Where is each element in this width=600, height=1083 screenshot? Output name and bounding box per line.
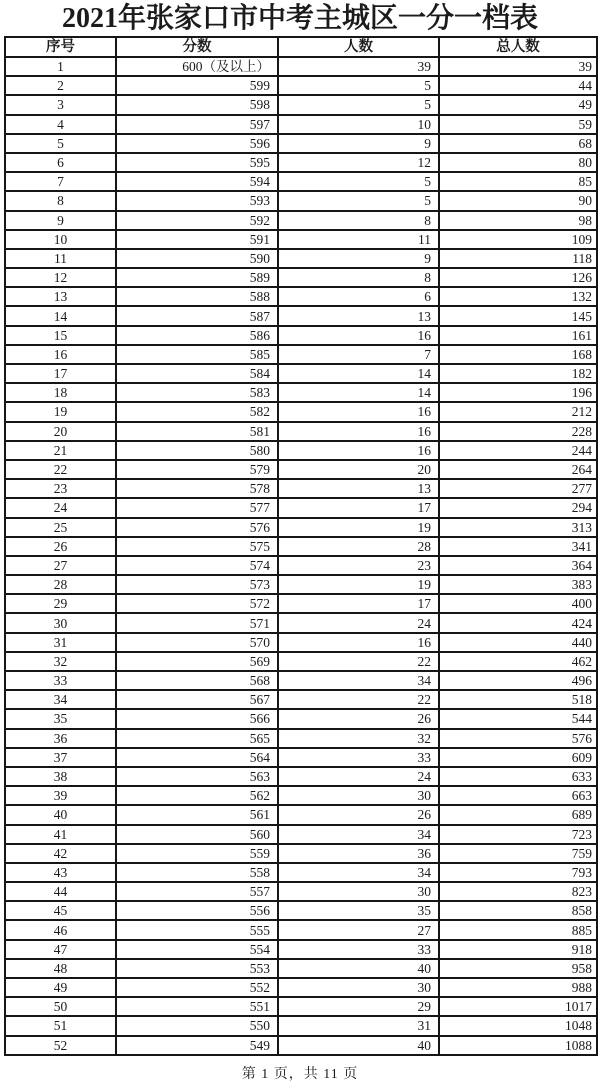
table-row <box>5 402 597 421</box>
cumulative-total-cell: 1048 <box>439 1016 597 1035</box>
cumulative-total-cell: 44 <box>439 76 597 95</box>
score-cell: 595 <box>116 153 278 172</box>
cumulative-total-cell: 168 <box>439 345 597 364</box>
score-cell: 591 <box>116 230 278 249</box>
cumulative-total-cell: 80 <box>439 153 597 172</box>
cumulative-total-cell: 145 <box>439 306 597 325</box>
serial-number-cell: 41 <box>5 825 116 844</box>
cumulative-total-cell: 244 <box>439 441 597 460</box>
count-cell: 35 <box>278 901 439 920</box>
score-cell: 590 <box>116 249 278 268</box>
serial-number-cell: 23 <box>5 479 116 498</box>
serial-number-cell: 7 <box>5 172 116 191</box>
score-cell: 569 <box>116 652 278 671</box>
count-cell: 14 <box>278 364 439 383</box>
count-cell: 24 <box>278 613 439 632</box>
score-cell: 596 <box>116 134 278 153</box>
count-cell: 16 <box>278 326 439 345</box>
cumulative-total-cell: 49 <box>439 95 597 114</box>
table-row <box>5 230 597 249</box>
serial-number-cell: 39 <box>5 786 116 805</box>
count-cell: 5 <box>278 172 439 191</box>
table-row <box>5 978 597 997</box>
count-cell: 7 <box>278 345 439 364</box>
count-cell: 34 <box>278 825 439 844</box>
score-cell: 599 <box>116 76 278 95</box>
table-row <box>5 920 597 939</box>
serial-number-cell: 6 <box>5 153 116 172</box>
count-cell: 31 <box>278 1016 439 1035</box>
score-cell: 579 <box>116 460 278 479</box>
cumulative-total-cell: 364 <box>439 556 597 575</box>
serial-number-cell: 2 <box>5 76 116 95</box>
serial-number-cell: 18 <box>5 383 116 402</box>
cumulative-total-cell: 400 <box>439 594 597 613</box>
count-cell: 23 <box>278 556 439 575</box>
table-row <box>5 95 597 114</box>
serial-number-cell: 33 <box>5 671 116 690</box>
score-cell: 587 <box>116 306 278 325</box>
header-cumulative-total: 总人数 <box>439 37 597 57</box>
score-cell: 573 <box>116 575 278 594</box>
score-distribution-table <box>4 36 598 1056</box>
table-row <box>5 594 597 613</box>
count-cell: 6 <box>278 287 439 306</box>
count-cell: 13 <box>278 479 439 498</box>
table-row <box>5 863 597 882</box>
score-cell: 582 <box>116 402 278 421</box>
cumulative-total-cell: 462 <box>439 652 597 671</box>
score-cell: 549 <box>116 1036 278 1055</box>
table-row <box>5 1016 597 1035</box>
score-cell: 565 <box>116 729 278 748</box>
table-row <box>5 383 597 402</box>
cumulative-total-cell: 1088 <box>439 1036 597 1055</box>
count-cell: 34 <box>278 863 439 882</box>
count-cell: 26 <box>278 805 439 824</box>
score-cell: 572 <box>116 594 278 613</box>
count-cell: 16 <box>278 422 439 441</box>
count-cell: 34 <box>278 671 439 690</box>
cumulative-total-cell: 689 <box>439 805 597 824</box>
table-row <box>5 959 597 978</box>
cumulative-total-cell: 759 <box>439 844 597 863</box>
score-cell: 551 <box>116 997 278 1016</box>
count-cell: 22 <box>278 652 439 671</box>
table-row <box>5 326 597 345</box>
serial-number-cell: 50 <box>5 997 116 1016</box>
count-cell: 9 <box>278 249 439 268</box>
table-row <box>5 268 597 287</box>
count-cell: 12 <box>278 153 439 172</box>
cumulative-total-cell: 885 <box>439 920 597 939</box>
serial-number-cell: 40 <box>5 805 116 824</box>
count-cell: 16 <box>278 441 439 460</box>
cumulative-total-cell: 118 <box>439 249 597 268</box>
count-cell: 36 <box>278 844 439 863</box>
score-cell: 556 <box>116 901 278 920</box>
table-row <box>5 940 597 959</box>
table-body <box>5 57 597 1055</box>
serial-number-cell: 34 <box>5 690 116 709</box>
cumulative-total-cell: 39 <box>439 57 597 76</box>
score-cell: 553 <box>116 959 278 978</box>
count-cell: 14 <box>278 383 439 402</box>
count-cell: 26 <box>278 709 439 728</box>
table-row <box>5 460 597 479</box>
serial-number-cell: 9 <box>5 211 116 230</box>
count-cell: 10 <box>278 115 439 134</box>
serial-number-cell: 32 <box>5 652 116 671</box>
score-cell: 550 <box>116 1016 278 1035</box>
count-cell: 17 <box>278 498 439 517</box>
serial-number-cell: 49 <box>5 978 116 997</box>
serial-number-cell: 51 <box>5 1016 116 1035</box>
serial-number-cell: 46 <box>5 920 116 939</box>
table-row <box>5 997 597 1016</box>
cumulative-total-cell: 98 <box>439 211 597 230</box>
table-row <box>5 57 597 76</box>
score-cell: 585 <box>116 345 278 364</box>
count-cell: 16 <box>278 402 439 421</box>
table-row <box>5 901 597 920</box>
score-cell: 574 <box>116 556 278 575</box>
count-cell: 5 <box>278 191 439 210</box>
table-row <box>5 76 597 95</box>
score-cell: 598 <box>116 95 278 114</box>
cumulative-total-cell: 109 <box>439 230 597 249</box>
table-row <box>5 844 597 863</box>
count-cell: 9 <box>278 134 439 153</box>
score-cell: 586 <box>116 326 278 345</box>
cumulative-total-cell: 793 <box>439 863 597 882</box>
score-cell: 597 <box>116 115 278 134</box>
score-cell: 584 <box>116 364 278 383</box>
serial-number-cell: 42 <box>5 844 116 863</box>
score-cell: 581 <box>116 422 278 441</box>
score-cell: 577 <box>116 498 278 517</box>
table-row <box>5 1036 597 1055</box>
score-cell: 589 <box>116 268 278 287</box>
count-cell: 30 <box>278 882 439 901</box>
count-cell: 8 <box>278 211 439 230</box>
serial-number-cell: 24 <box>5 498 116 517</box>
serial-number-cell: 25 <box>5 518 116 537</box>
score-cell: 554 <box>116 940 278 959</box>
score-cell: 564 <box>116 748 278 767</box>
table-row <box>5 613 597 632</box>
count-cell: 16 <box>278 633 439 652</box>
serial-number-cell: 8 <box>5 191 116 210</box>
cumulative-total-cell: 196 <box>439 383 597 402</box>
score-cell: 567 <box>116 690 278 709</box>
count-cell: 19 <box>278 518 439 537</box>
table-row <box>5 249 597 268</box>
table-row <box>5 498 597 517</box>
serial-number-cell: 16 <box>5 345 116 364</box>
serial-number-cell: 31 <box>5 633 116 652</box>
table-row <box>5 690 597 709</box>
score-cell: 583 <box>116 383 278 402</box>
table-row <box>5 211 597 230</box>
header-row <box>5 37 597 57</box>
table-row <box>5 652 597 671</box>
table-row <box>5 479 597 498</box>
count-cell: 24 <box>278 767 439 786</box>
count-cell: 33 <box>278 940 439 959</box>
cumulative-total-cell: 918 <box>439 940 597 959</box>
score-cell: 562 <box>116 786 278 805</box>
serial-number-cell: 10 <box>5 230 116 249</box>
table-row <box>5 134 597 153</box>
cumulative-total-cell: 1017 <box>439 997 597 1016</box>
cumulative-total-cell: 264 <box>439 460 597 479</box>
serial-number-cell: 36 <box>5 729 116 748</box>
cumulative-total-cell: 294 <box>439 498 597 517</box>
cumulative-total-cell: 228 <box>439 422 597 441</box>
score-cell: 552 <box>116 978 278 997</box>
cumulative-total-cell: 85 <box>439 172 597 191</box>
cumulative-total-cell: 161 <box>439 326 597 345</box>
table-row <box>5 671 597 690</box>
score-cell: 555 <box>116 920 278 939</box>
serial-number-cell: 44 <box>5 882 116 901</box>
score-cell: 563 <box>116 767 278 786</box>
cumulative-total-cell: 958 <box>439 959 597 978</box>
table-row <box>5 422 597 441</box>
count-cell: 19 <box>278 575 439 594</box>
score-cell: 594 <box>116 172 278 191</box>
table-row <box>5 115 597 134</box>
cumulative-total-cell: 277 <box>439 479 597 498</box>
count-cell: 13 <box>278 306 439 325</box>
serial-number-cell: 28 <box>5 575 116 594</box>
cumulative-total-cell: 182 <box>439 364 597 383</box>
cumulative-total-cell: 212 <box>439 402 597 421</box>
count-cell: 22 <box>278 690 439 709</box>
score-cell: 571 <box>116 613 278 632</box>
cumulative-total-cell: 988 <box>439 978 597 997</box>
count-cell: 40 <box>278 959 439 978</box>
count-cell: 30 <box>278 978 439 997</box>
cumulative-total-cell: 633 <box>439 767 597 786</box>
cumulative-total-cell: 518 <box>439 690 597 709</box>
cumulative-total-cell: 440 <box>439 633 597 652</box>
serial-number-cell: 15 <box>5 326 116 345</box>
serial-number-cell: 52 <box>5 1036 116 1055</box>
cumulative-total-cell: 68 <box>439 134 597 153</box>
count-cell: 29 <box>278 997 439 1016</box>
score-cell: 588 <box>116 287 278 306</box>
serial-number-cell: 45 <box>5 901 116 920</box>
score-cell: 600（及以上） <box>116 57 278 76</box>
serial-number-cell: 22 <box>5 460 116 479</box>
serial-number-cell: 3 <box>5 95 116 114</box>
serial-number-cell: 11 <box>5 249 116 268</box>
table-row <box>5 786 597 805</box>
serial-number-cell: 35 <box>5 709 116 728</box>
page-title: 2021年张家口市中考主城区一分一档表 <box>61 3 538 34</box>
cumulative-total-cell: 383 <box>439 575 597 594</box>
serial-number-cell: 38 <box>5 767 116 786</box>
cumulative-total-cell: 544 <box>439 709 597 728</box>
cumulative-total-cell: 496 <box>439 671 597 690</box>
table-row <box>5 364 597 383</box>
serial-number-cell: 1 <box>5 57 116 76</box>
serial-number-cell: 21 <box>5 441 116 460</box>
cumulative-total-cell: 132 <box>439 287 597 306</box>
score-cell: 561 <box>116 805 278 824</box>
count-cell: 17 <box>278 594 439 613</box>
table-row <box>5 633 597 652</box>
cumulative-total-cell: 341 <box>439 537 597 556</box>
score-cell: 578 <box>116 479 278 498</box>
count-cell: 27 <box>278 920 439 939</box>
serial-number-cell: 30 <box>5 613 116 632</box>
table-row <box>5 709 597 728</box>
cumulative-total-cell: 663 <box>439 786 597 805</box>
table-row <box>5 805 597 824</box>
score-cell: 558 <box>116 863 278 882</box>
count-cell: 32 <box>278 729 439 748</box>
score-cell: 592 <box>116 211 278 230</box>
serial-number-cell: 4 <box>5 115 116 134</box>
serial-number-cell: 19 <box>5 402 116 421</box>
serial-number-cell: 37 <box>5 748 116 767</box>
count-cell: 20 <box>278 460 439 479</box>
serial-number-cell: 17 <box>5 364 116 383</box>
table-row <box>5 441 597 460</box>
count-cell: 11 <box>278 230 439 249</box>
header-count: 人数 <box>278 37 439 57</box>
serial-number-cell: 48 <box>5 959 116 978</box>
serial-number-cell: 12 <box>5 268 116 287</box>
serial-number-cell: 5 <box>5 134 116 153</box>
score-cell: 575 <box>116 537 278 556</box>
header-serial-number: 序号 <box>5 37 116 57</box>
table-row <box>5 345 597 364</box>
serial-number-cell: 14 <box>5 306 116 325</box>
table-row <box>5 825 597 844</box>
table-row <box>5 556 597 575</box>
cumulative-total-cell: 723 <box>439 825 597 844</box>
table-row <box>5 748 597 767</box>
table-row <box>5 518 597 537</box>
count-cell: 28 <box>278 537 439 556</box>
count-cell: 39 <box>278 57 439 76</box>
table-row <box>5 306 597 325</box>
count-cell: 8 <box>278 268 439 287</box>
score-cell: 580 <box>116 441 278 460</box>
cumulative-total-cell: 858 <box>439 901 597 920</box>
score-cell: 570 <box>116 633 278 652</box>
cumulative-total-cell: 424 <box>439 613 597 632</box>
score-cell: 593 <box>116 191 278 210</box>
cumulative-total-cell: 313 <box>439 518 597 537</box>
score-cell: 568 <box>116 671 278 690</box>
header-score: 分数 <box>116 37 278 57</box>
score-cell: 566 <box>116 709 278 728</box>
cumulative-total-cell: 90 <box>439 191 597 210</box>
cumulative-total-cell: 59 <box>439 115 597 134</box>
table-row <box>5 575 597 594</box>
count-cell: 5 <box>278 76 439 95</box>
page-number-indicator: 第 1 页，共 11 页 <box>241 1066 359 1082</box>
table-row <box>5 153 597 172</box>
score-cell: 557 <box>116 882 278 901</box>
count-cell: 30 <box>278 786 439 805</box>
count-cell: 40 <box>278 1036 439 1055</box>
score-cell: 559 <box>116 844 278 863</box>
cumulative-total-cell: 823 <box>439 882 597 901</box>
table-row <box>5 537 597 556</box>
cumulative-total-cell: 609 <box>439 748 597 767</box>
serial-number-cell: 26 <box>5 537 116 556</box>
table-row <box>5 172 597 191</box>
serial-number-cell: 47 <box>5 940 116 959</box>
serial-number-cell: 13 <box>5 287 116 306</box>
cumulative-total-cell: 126 <box>439 268 597 287</box>
table-row <box>5 882 597 901</box>
table-row <box>5 729 597 748</box>
table-row <box>5 191 597 210</box>
serial-number-cell: 43 <box>5 863 116 882</box>
serial-number-cell: 20 <box>5 422 116 441</box>
count-cell: 33 <box>278 748 439 767</box>
count-cell: 5 <box>278 95 439 114</box>
table-row <box>5 767 597 786</box>
serial-number-cell: 27 <box>5 556 116 575</box>
cumulative-total-cell: 576 <box>439 729 597 748</box>
score-cell: 560 <box>116 825 278 844</box>
score-cell: 576 <box>116 518 278 537</box>
serial-number-cell: 29 <box>5 594 116 613</box>
table-row <box>5 287 597 306</box>
